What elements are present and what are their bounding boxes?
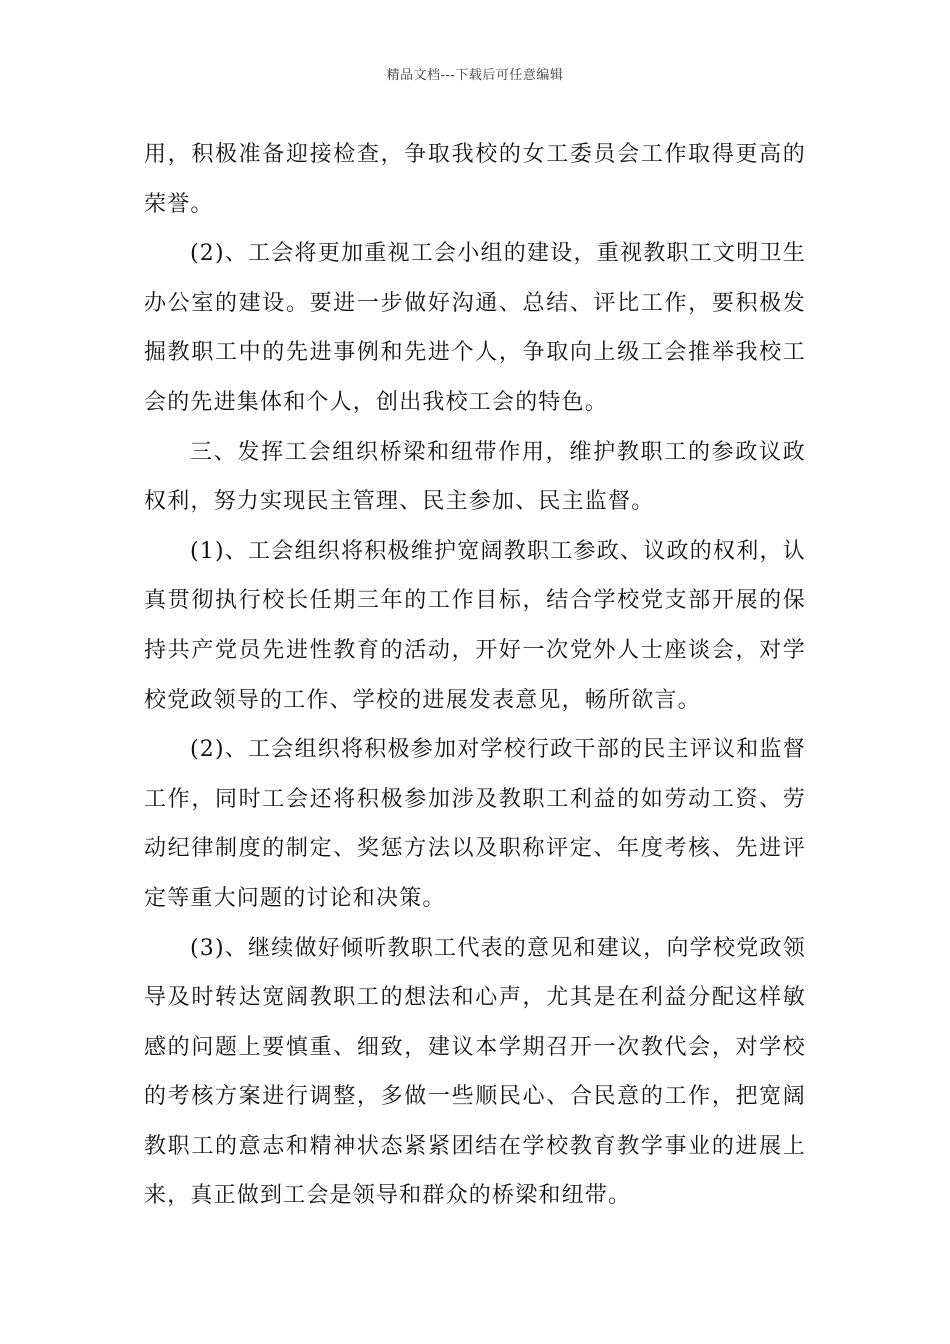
paragraph-item-1-participation: (1)、工会组织将积极维护宽阔教职工参政、议政的权利，认真贯彻执行校长任期三年的工作目标，结合学校党支部开展的保持共产党员先进性教育的活动，开好一次党外人士座谈会，对学校党政领导的工作、学校的进展发表意见，畅所欲言。 [144,538,806,713]
paragraph-item-3-listening: (3)、继续做好倾听教职工代表的意见和建议，向学校党政领导及时转达宽阔教职工的想法和心声，尤其是在利益分配这样敏感的问题上要慎重、细致，建议本学期召开一次教代会，对学校的考核方案进行调整，多做一些顺民心、合民意的工作，把宽阔教职工的意志和精神状态紧紧团结在学校教育教学事业的进展上来，真正做到工会是领导和群众的桥梁和纽带。 [144,935,806,1209]
paragraph-item-2-union-groups: (2)、工会将更加重视工会小组的建设，重视教职工文明卫生办公室的建设。要进一步做好沟通、总结、评比工作，要积极发掘教职工中的先进事例和先进个人，争取向上级工会推举我校工会的先进集体和个人，创出我校工会的特色。 [144,241,806,415]
paragraph-item-2-evaluation: (2)、工会组织将积极参加对学校行政干部的民主评议和监督工作，同时工会还将积极参加涉及教职工利益的如劳动工资、劳动纪律制度的制定、奖惩方法以及职称评定、年度考核、先进评定等重大问题的讨论和决策。 [144,737,806,911]
document-body [144,130,806,1221]
page-header: 精品文档---下载后可任意编辑 [386,68,564,83]
paragraph-continuation: 用，积极准备迎接检查，争取我校的女工委员会工作取得更高的荣誉。 [144,142,806,217]
paragraph-section-3-heading: 三、发挥工会组织桥梁和纽带作用，维护教职工的参政议政权利，努力实现民主管理、民主参加、民主监督。 [144,439,806,515]
